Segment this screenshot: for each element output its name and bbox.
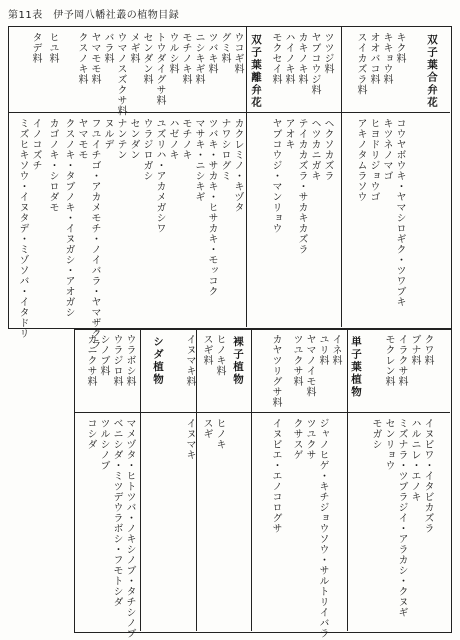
family-nishikigi: ニシキギ料 [193,32,204,85]
species-line: ベニシダ・ミツデウラボシ・フモトシダ [111,418,122,607]
family-oobako: オオバコ料 [368,32,379,85]
heading-monocots: 単子葉植物 [350,336,362,399]
species-line: クサスゲ [291,418,302,460]
species-line: スギ [201,418,212,439]
family-mokusei: モクセイ料 [270,32,281,85]
species-line: アキノタムラソウ [355,118,366,202]
family-tsubaki: ツバキ料 [206,32,217,74]
species-line: センリョウ [383,418,394,471]
family-irakusa: イラクサ料 [396,334,407,387]
species-line: キツネノマゴ [381,118,392,181]
bottom-divider-1 [347,329,348,631]
species-line: コウヤボウキ・ヤマシロギク・ツワブキ [394,118,405,307]
family-inumaki: イヌマキ料 [184,334,195,387]
top-divider-right [341,26,342,327]
species-line: イヌマキ [184,418,195,460]
page-title: 第11表 伊予岡八幡社叢の植物目録 [8,10,180,21]
family-kikyou: キキョウ料 [381,32,392,85]
species-line: ヒノキ [214,418,225,450]
species-line: イヌビワ・イタビカズラ [422,418,433,534]
top-header-rule [8,112,450,113]
family-sugi: スギ料 [201,334,212,366]
family-umanosuzukusa: ウマノスズクサ料 [115,32,126,116]
species-line: ナンテン [115,118,126,160]
top-divider-left [246,26,247,327]
family-buna: ブナ料 [409,334,420,366]
family-sendan: センダン料 [141,32,152,85]
species-line: モチノキ [180,118,191,160]
species-line: フユイチゴ・アカメモチ・ノイバラ・ヤマザクラ [89,118,100,349]
bottom-header-rule [74,412,450,413]
family-kanikusa: カニクサ料 [85,334,96,387]
species-line: ジャノヒゲ・キチジョウソウ・サルトリイバラ [317,418,328,639]
species-line: ヒヨドリジョウゴ [368,118,379,202]
species-line: ハゼノキ [167,118,178,160]
species-line: カクレミノ・キヅタ [232,118,243,213]
species-line: ミズヒキソウ・イヌタデ・ミゾソバ・イタドリ [17,118,28,339]
family-urushi: ウルシ料 [167,32,178,74]
species-line: ウラジロガシ [141,118,152,181]
family-gumi: グミ料 [219,32,230,64]
family-megi: メギ料 [128,32,139,64]
species-line: ナワシログミ [219,118,230,181]
species-line: ツユクサ [304,418,315,460]
family-shinobu: シノブ料 [98,334,109,376]
bottom-divider-4 [140,329,141,631]
species-line: アオキ [283,118,294,150]
family-mokuren: モクレン料 [383,334,394,387]
bottom-divider-2 [251,329,252,631]
species-line: ヤブコウジ・マンリョウ [270,118,281,234]
family-kiku: キク料 [394,32,405,64]
species-line: ヘツカニガキ [309,118,320,181]
family-ine: イネ料 [330,334,341,366]
species-line: ヘクソカズラ [322,118,333,181]
family-ukogi: ウコギ料 [232,32,243,74]
family-kakinoki: カキノキ料 [296,32,307,85]
family-yuri: ユリ料 [317,334,328,366]
species-line: テイカカズラ・サカキカズラ [296,118,307,255]
group-heading-choripetalae: 双子葉離弁花 [250,34,262,109]
species-line: イヌビエ・エノコログサ [270,418,281,534]
family-hiyu: ヒユ料 [47,32,58,64]
family-kusunoki: クスノキ料 [76,32,87,85]
bottom-divider-3 [196,329,197,631]
group-heading-sympetalae: 双子葉合弁花 [426,34,438,109]
family-yamanoimo: ヤマノイモ料 [304,334,315,397]
family-tsutsuji: ツツジ料 [322,32,333,74]
species-line: マメヅタ・ヒトツバ・ノキシノブ・タチシノブ [124,418,135,639]
species-line: ヌルデ [102,118,113,150]
family-bara: バラ料 [102,32,113,64]
family-yabukouji: ヤブコウジ料 [309,32,320,95]
species-line: センダン [128,118,139,160]
family-mochinoki: モチノキ料 [180,32,191,85]
family-toudaigusa: トウダイグサ料 [154,32,165,106]
family-tsuyukusa: ツユクサ料 [291,334,302,387]
species-line: ツバキ・サカキ・ヒサカキ・モッコク [206,118,217,297]
family-hainoki: ハイノキ料 [283,32,294,85]
species-line: ミズナラ・ツブラジイ・アラカシ・クヌギ [396,418,407,618]
family-kayatsurigusa: カヤツリグサ料 [270,334,281,408]
species-line: ツルシノブ [98,418,109,471]
species-line: モガシ [370,418,381,450]
heading-gymnosperms: 裸子植物 [232,336,244,386]
family-uraboshi: ウラボシ料 [124,334,135,387]
species-line: イノコズチ [30,118,41,171]
species-line: ユズリハ・アカメガシワ [154,118,165,234]
family-urajiro: ウラジロ料 [111,334,122,387]
family-hinoki: ヒノキ料 [214,334,225,376]
species-line: ヤマモモ [76,118,87,160]
species-line: カゴノキ・シロダモ [47,118,58,213]
heading-ferns: シダ植物 [152,336,164,386]
family-kuwa: クワ料 [422,334,433,366]
species-line: クスノキ・タブノキ・イヌガシ・アオガシ [63,118,74,318]
family-suikazura: スイカズラ料 [355,32,366,95]
family-yamamomo: ヤマモモ料 [89,32,100,85]
family-tade: タデ料 [30,32,41,64]
species-line: ハルニレ・エノキ [409,418,420,502]
species-line: コシダ [85,418,96,450]
species-line: マサキ・ニシキギ [193,118,204,202]
